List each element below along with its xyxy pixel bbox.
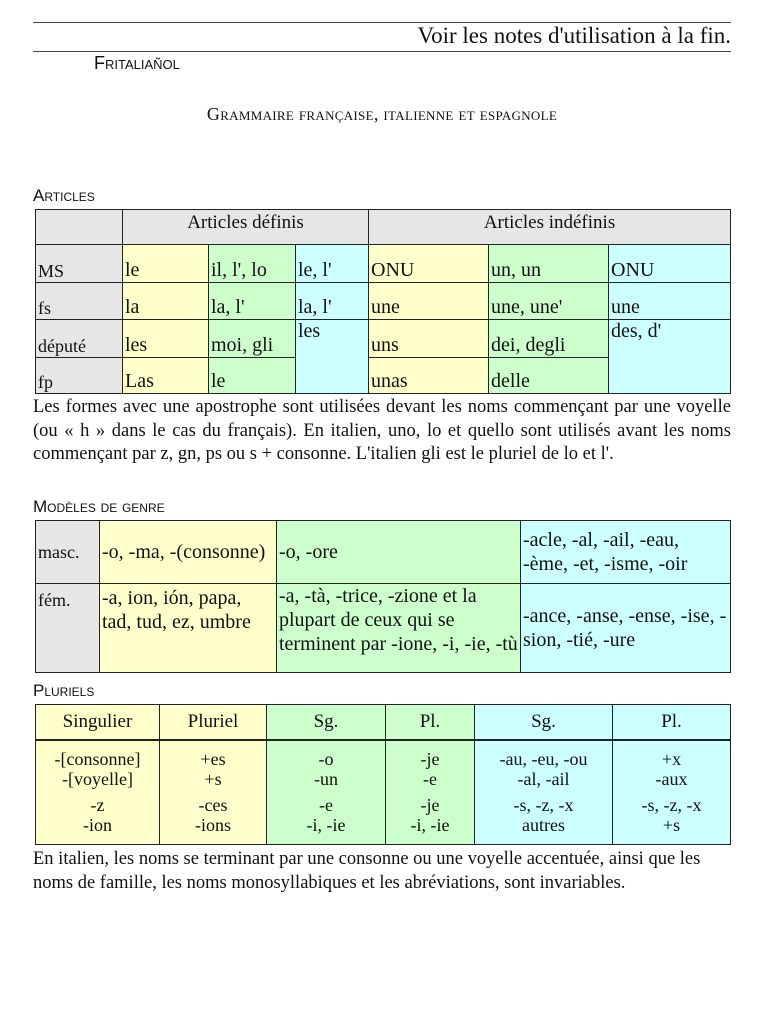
cell-text: -s, -z, -x	[513, 795, 574, 815]
brand-title: Fritaliañol	[94, 53, 180, 73]
ms-indefinite-fr: ONU	[369, 245, 489, 283]
row-label-fp: fp	[36, 358, 123, 394]
fs-indefinite-es: une	[609, 283, 731, 320]
singulier-col	[36, 740, 160, 844]
cell-text: -ion	[83, 815, 112, 835]
fem-french-text: -a, ion, ión, papa, tad, tud, ez, umbre	[102, 587, 251, 633]
cell-text: -[consonne]	[54, 749, 141, 769]
cell-text: -s, -z, -x	[641, 795, 702, 815]
sg-it-col	[267, 740, 386, 844]
mp-definite-fr: les	[123, 320, 209, 358]
cell-text: -z	[90, 795, 105, 815]
pl-es-col	[613, 740, 731, 844]
fp-definite-it: le	[209, 358, 296, 394]
articles-note: Les formes avec une apostrophe sont utilisées devant les noms commençant par une voyelle (ou « h » dans le cas du français). En italien, uno, lo et quello sont utilisés avant les noms commençant par z, gn, ps ou s + consonne. L'italien gli est le pluriel de lo et l'.	[33, 397, 731, 464]
cell-text: -[voyelle]	[62, 769, 133, 789]
cell-text: -aux	[655, 769, 688, 789]
header-sg-it: Sg.	[267, 705, 386, 741]
cell-text: -i, -ie	[306, 815, 346, 835]
articles-heading: Articles	[33, 186, 95, 205]
fs-definite-fr: la	[123, 283, 209, 320]
page-subtitle: Grammaire française, italienne et espagnole	[206, 104, 558, 124]
articles-corner-cell	[36, 210, 123, 245]
fs-definite-es: la, l'	[296, 283, 369, 320]
cell-text: -o	[318, 749, 334, 769]
cell-text: -al, -ail	[517, 769, 570, 789]
cell-text: +x	[661, 749, 682, 769]
genre-table	[35, 520, 731, 673]
cell-text: +s	[204, 769, 222, 789]
header-pluriel: Pluriel	[160, 705, 267, 741]
cell-text: autres	[522, 815, 565, 835]
row-label-fs: fs	[36, 283, 123, 320]
plural-indefinite-es: des, d'	[609, 320, 731, 394]
cell-text: -i, -ie	[410, 815, 450, 835]
fp-indefinite-fr: unas	[369, 358, 489, 394]
fem-french	[100, 584, 277, 673]
masc-italian: -o, -ore	[277, 521, 521, 584]
articles-table	[35, 209, 731, 394]
definite-articles-header: Articles définis	[123, 210, 369, 245]
mp-indefinite-it: dei, degli	[489, 320, 609, 358]
fem-spanish: -ance, -anse, -ense, -ise, -sion, -tié, -ure	[521, 584, 731, 673]
header-rule	[33, 51, 731, 52]
sg-es-col	[475, 740, 613, 844]
mp-definite-it: moi, gli	[209, 320, 296, 358]
indefinite-articles-header: Articles indéfinis	[369, 210, 731, 245]
cell-text: -au, -eu, -ou	[499, 749, 588, 769]
masc-label: masc.	[36, 521, 100, 584]
row-label-ms: MS	[36, 245, 123, 283]
fem-italian-text: -a, -tà, -trice, -zione et la plupart de ceux qui se terminent par -ione, -i, -ie, -tù	[279, 585, 518, 655]
masc-spanish: -acle, -al, -ail, -eau, -ème, -et, -isme, -oir	[521, 521, 731, 584]
header-pl-it: Pl.	[386, 705, 475, 741]
masc-french: -o, -ma, -(consonne)	[100, 521, 277, 584]
plural-definite-es: les	[296, 320, 369, 394]
usage-notes-link[interactable]: Voir les notes d'utilisation à la fin.	[417, 23, 731, 48]
pluriels-note: En italien, les noms se terminant par une consonne ou une voyelle accentuée, ainsi que les noms de famille, les noms monosyllabiques et les abréviations, sont invariables.	[33, 849, 701, 893]
header-sg-es: Sg.	[475, 705, 613, 741]
fs-definite-it: la, l'	[209, 283, 296, 320]
ms-indefinite-it: un, un	[489, 245, 609, 283]
cell-text: -ces	[198, 795, 228, 815]
fp-definite-fr: Las	[123, 358, 209, 394]
pluriels-table	[35, 704, 731, 845]
pl-it-col	[386, 740, 475, 844]
ms-definite-es: le, l'	[296, 245, 369, 283]
header-pl-es: Pl.	[613, 705, 731, 741]
cell-text: -e	[319, 795, 333, 815]
cell-text: +es	[200, 749, 226, 769]
pluriel-col	[160, 740, 267, 844]
genre-heading: Modèles de genre	[33, 497, 165, 516]
ms-definite-it: il, l', lo	[209, 245, 296, 283]
header-singulier: Singulier	[36, 705, 160, 741]
ms-indefinite-es: ONU	[609, 245, 731, 283]
fs-indefinite-fr: une	[369, 283, 489, 320]
pluriels-heading: Pluriels	[33, 681, 95, 700]
cell-text: -je	[420, 795, 440, 815]
cell-text: +s	[662, 815, 681, 835]
fs-indefinite-it: une, une'	[489, 283, 609, 320]
cell-text: -ions	[195, 815, 231, 835]
fp-indefinite-it: delle	[489, 358, 609, 394]
fem-italian	[277, 584, 521, 673]
cell-text: -je	[420, 749, 440, 769]
cell-text: -e	[423, 769, 437, 789]
cell-text: -un	[314, 769, 338, 789]
ms-definite-fr: le	[123, 245, 209, 283]
row-label-mp: député	[36, 320, 123, 358]
fem-label: fém.	[36, 584, 100, 673]
mp-indefinite-fr: uns	[369, 320, 489, 358]
